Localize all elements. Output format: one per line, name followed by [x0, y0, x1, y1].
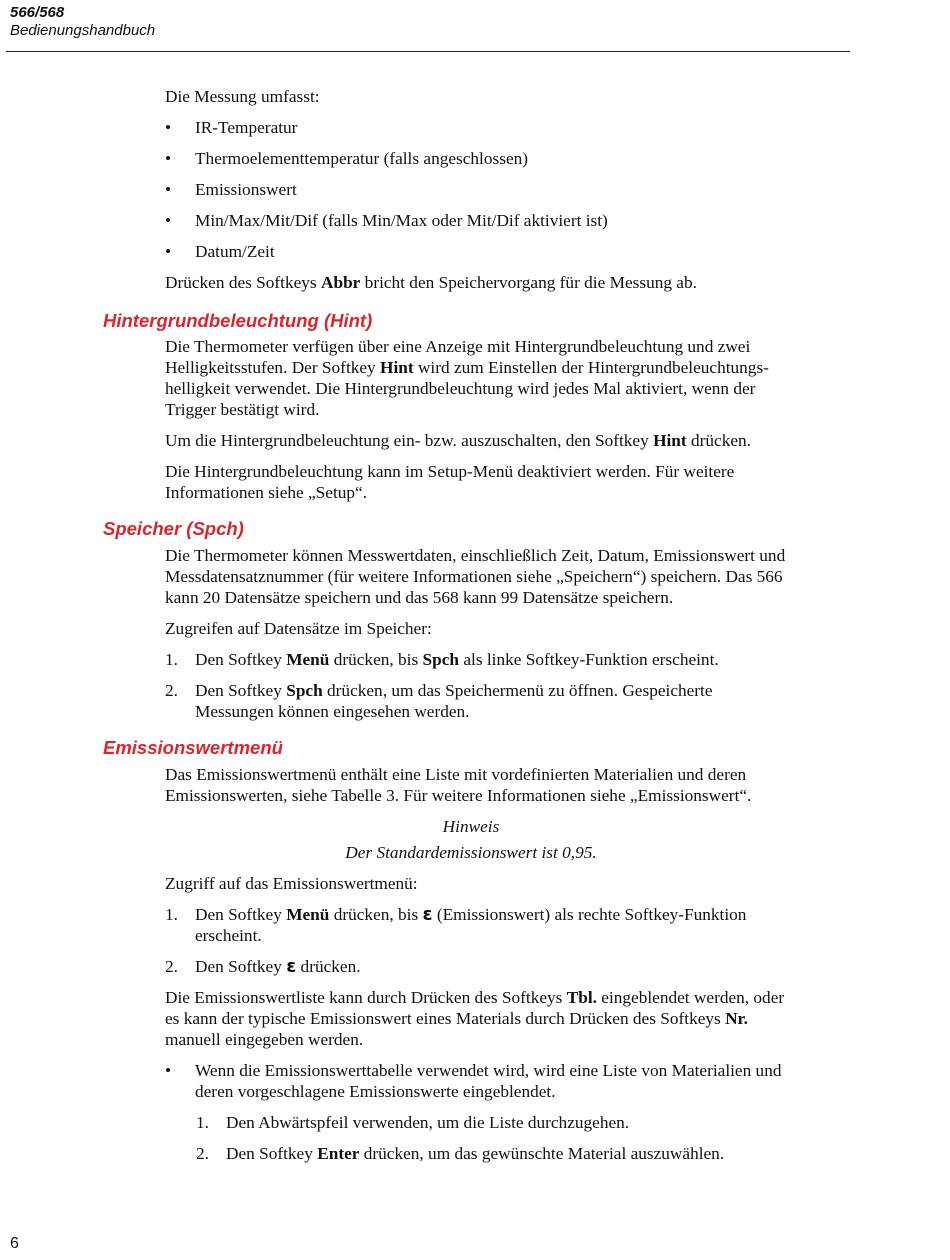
text-run: Drücken des Softkeys [165, 273, 321, 292]
header-rule [6, 51, 850, 52]
header-subtitle: Bedienungshandbuch [10, 22, 156, 39]
bullet-icon: • [165, 149, 172, 168]
step-text: Den Abwärtspfeil verwenden, um die Liste durchzugehen. [226, 1113, 630, 1132]
hint-toggle-paragraph [165, 430, 751, 451]
softkey-label: Spch [422, 650, 460, 669]
text-run: Die Emissionswertliste kann durch Drücken des Softkeys [165, 988, 567, 1007]
text-run: Den Softkey [195, 681, 287, 700]
step-text-continuation: Messungen können eingesehen werden. [195, 702, 470, 721]
text-run: als linke Softkey-Funktion erscheint. [459, 650, 719, 669]
list-item-text: Min/Max/Mit/Dif (falls Min/Max oder Mit/Dif aktiviert ist) [195, 211, 608, 230]
softkey-label: Hint [380, 358, 414, 377]
softkey-label: Menü [286, 650, 330, 669]
intro-lead: Die Messung umfasst: [165, 87, 320, 106]
softkey-label: Nr. [725, 1009, 748, 1028]
note-title: Hinweis [442, 817, 500, 836]
text-run: Den Softkey [195, 650, 287, 669]
emissivity-icon: ε [422, 904, 433, 925]
step-number: 2. [196, 1144, 209, 1163]
emis-lead: Zugriff auf das Emissionswertmenü: [165, 874, 418, 893]
note-text: Der Standardemissionswert ist 0,95. [345, 843, 597, 862]
text-run: bricht den Speichervorgang für die Messung ab. [360, 273, 697, 292]
hint-setup-paragraph-line: Die Hintergrundbeleuchtung kann im Setup-Menü deaktiviert werden. Für weitere [165, 462, 735, 481]
emis-options-line [165, 987, 784, 1008]
text-run: Um die Hintergrundbeleuchtung ein- bzw. auszuschalten, den Softkey [165, 431, 654, 450]
emis-paragraph-line: Das Emissionswertmenü enthält eine Liste mit vordefinierten Materialien und deren [165, 765, 747, 784]
list-item-text: Wenn die Emissionswerttabelle verwendet wird, wird eine Liste von Materialien und [195, 1061, 782, 1080]
bullet-icon: • [165, 118, 172, 137]
text-run: es kann der typische Emissionswert eines Materials durch Drücken des Softkeys [165, 1009, 726, 1028]
list-item-text: Datum/Zeit [195, 242, 275, 261]
text-run: eingeblendet werden, oder [596, 988, 785, 1007]
abort-paragraph [165, 272, 697, 293]
emis-paragraph-line: Emissionswerten, siehe Tabelle 3. Für weitere Informationen siehe „Emissionswert“. [165, 786, 752, 805]
text-run: drücken, bis [329, 905, 423, 924]
hint-paragraph-line [165, 357, 769, 378]
page-number: 6 [10, 1235, 19, 1252]
bullet-icon: • [165, 242, 172, 261]
spch-paragraph-line: Die Thermometer können Messwertdaten, einschließlich Zeit, Datum, Emissionswert und [165, 546, 786, 565]
step-number: 2. [165, 957, 178, 976]
text-run: Helligkeitsstufen. Der Softkey [165, 358, 381, 377]
hint-paragraph-line: helligkeit verwendet. Die Hintergrundbeleuchtung wird jedes Mal aktiviert, wenn der [165, 379, 756, 398]
step-number: 1. [165, 905, 178, 924]
softkey-label: Tbl. [566, 988, 597, 1007]
hint-paragraph-line: Trigger bestätigt wird. [165, 400, 320, 419]
bullet-icon: • [165, 180, 172, 199]
text-run: (Emissionswert) als rechte Softkey-Funktion [432, 905, 747, 924]
step-text [226, 1143, 724, 1164]
step-number: 1. [196, 1113, 209, 1132]
section-heading-hint: Hintergrundbeleuchtung (Hint) [103, 310, 373, 331]
hint-paragraph-line: Die Thermometer verfügen über eine Anzeige mit Hintergrundbeleuchtung und zwei [165, 337, 751, 356]
list-item-text: Thermoelementtemperatur (falls angeschlossen) [195, 149, 529, 168]
step-text [195, 956, 361, 977]
softkey-label: Hint [653, 431, 687, 450]
section-heading-spch: Speicher (Spch) [103, 518, 244, 539]
step-text [195, 904, 746, 925]
step-text [195, 680, 713, 701]
softkey-label: Abbr [320, 273, 361, 292]
step-number: 1. [165, 650, 178, 669]
text-run: Den Softkey [195, 957, 287, 976]
text-run: Den Softkey [226, 1144, 318, 1163]
list-item-continuation: deren vorgeschlagene Emissionswerte eingeblendet. [195, 1082, 556, 1101]
step-text [195, 649, 719, 670]
step-text-continuation: erscheint. [195, 926, 262, 945]
emis-options-line [165, 1008, 748, 1029]
softkey-label: Menü [286, 905, 330, 924]
softkey-label: Spch [286, 681, 323, 700]
step-number: 2. [165, 681, 178, 700]
text-run: drücken. [296, 957, 361, 976]
text-run: drücken, um das gewünschte Material auszuwählen. [359, 1144, 725, 1163]
text-run: drücken, bis [329, 650, 423, 669]
section-heading-emissivity: Emissionswertmenü [103, 737, 283, 758]
emis-options-line: manuell eingegeben werden. [165, 1030, 364, 1049]
page-header [10, 4, 850, 40]
hint-setup-paragraph-line: Informationen siehe „Setup“. [165, 483, 368, 502]
bullet-icon: • [165, 211, 172, 230]
text-run: drücken. [686, 431, 751, 450]
text-run: drücken, um das Speichermenü zu öffnen. Gespeicherte [322, 681, 713, 700]
emissivity-icon: ε [286, 956, 297, 977]
list-item-text: Emissionswert [195, 180, 297, 199]
text-run: Den Softkey [195, 905, 287, 924]
text-run: wird zum Einstellen der Hintergrundbeleuchtungs- [413, 358, 769, 377]
spch-paragraph-line: kann 20 Datensätze speichern und das 568 kann 99 Datensätze speichern. [165, 588, 674, 607]
bullet-icon: • [165, 1061, 172, 1080]
header-model: 566/568 [10, 4, 65, 21]
softkey-label: Enter [317, 1144, 360, 1163]
spch-paragraph-line: Messdatensatznummer (für weitere Informationen siehe „Speichern“) speichern. Das 566 [165, 567, 783, 586]
list-item-text: IR-Temperatur [195, 118, 298, 137]
spch-lead: Zugreifen auf Datensätze im Speicher: [165, 619, 432, 638]
